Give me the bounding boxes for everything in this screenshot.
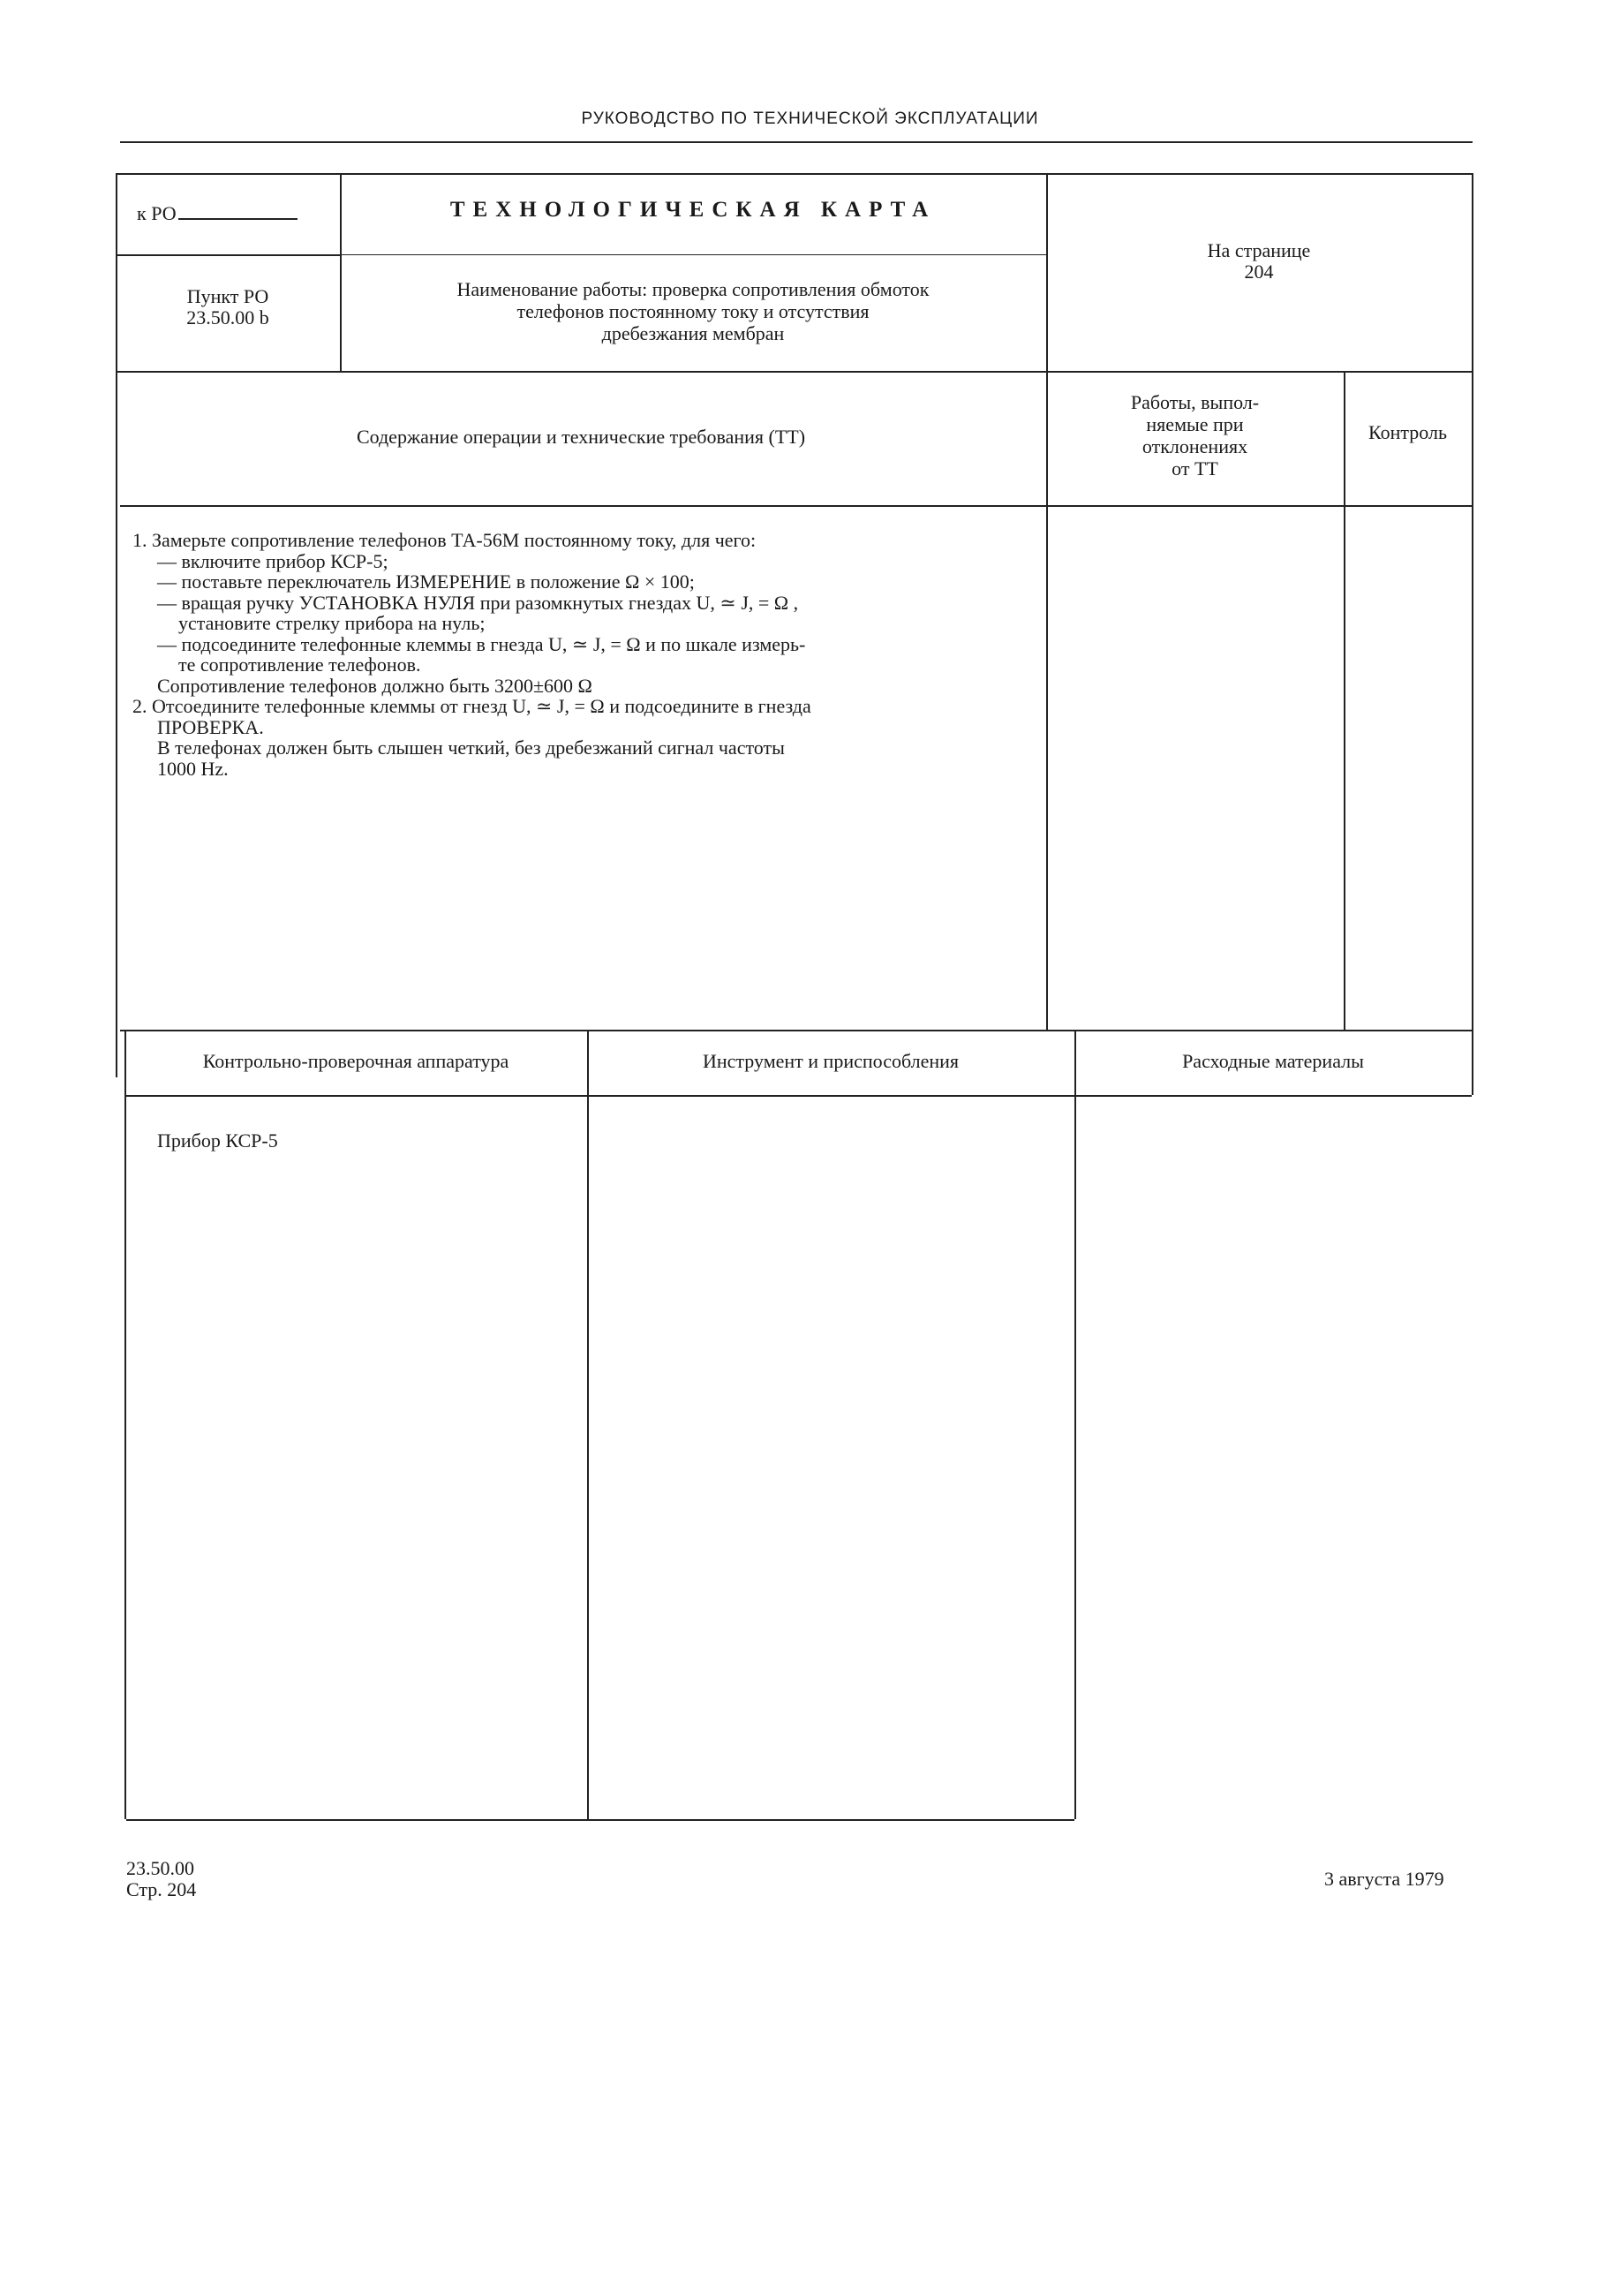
table-divider [1046,173,1048,1030]
tools-header: Инструмент и приспособления [702,1050,960,1072]
ref-blank-line [178,218,298,220]
table-divider [116,254,340,256]
test-equipment-header: Контрольно-проверочная аппаратура [202,1050,509,1072]
table-divider [120,505,1472,507]
table-border-top [116,173,1472,175]
table-divider [120,1030,1472,1031]
table-border-right [1472,173,1473,1095]
step-item: 2. Отсоедините телефонные клеммы от гнезд U, ≃ J, = Ω и подсоедините в гнезда [132,695,811,717]
step-item: 1000 Hz. [157,757,229,780]
table-divider [1344,371,1345,1030]
operation-steps [132,530,1029,779]
step-item: В телефонах должен быть слышен четкий, без дребезжаний сигнал частоты [157,736,785,759]
table-border-left [124,1030,126,1819]
step-item: 1. Замерьте сопротивление телефонов ТА-56М постоянному току, для чего: [132,529,757,551]
footer-date: 3 августа 1979 [1324,1868,1444,1890]
work-name-line: Наименование работы: проверка сопротивления обмоток [456,278,930,300]
manual-title: РУКОВОДСТВО ПО ТЕХНИЧЕСКОЙ ЭКСПЛУАТАЦИИ [581,110,1039,128]
table-divider [124,1095,1472,1097]
point-label: Пункт РО [186,285,269,307]
step-item: те сопротивление телефонов. [178,653,421,676]
deviation-header-line: отклонениях [1142,435,1248,457]
ref-cell [137,203,298,224]
work-name-line: дребезжания мембран [601,322,785,344]
page-value: 204 [1244,261,1274,283]
page-label: На странице [1207,239,1311,261]
work-name-line: телефонов постоянному току и отсутствия [516,300,870,322]
step-item: — подсоедините телефонные клеммы в гнезда U, ≃ J, = Ω и по шкале измерь- [157,632,806,655]
table-divider [1074,1030,1076,1819]
deviation-header-line: Работы, выпол- [1130,391,1260,413]
deviation-header-line: няемые при [1146,413,1244,435]
step-item: — поставьте переключатель ИЗМЕРЕНИЕ в положение Ω × 100; [157,570,695,593]
deviation-header-line: от ТТ [1172,457,1218,480]
step-item: ПРОВЕРКА. [157,715,264,738]
point-value: 23.50.00 b [186,306,269,329]
table-divider [116,371,1472,373]
table-divider [587,1030,589,1819]
step-item: Сопротивление телефонов должно быть 3200±600 Ω [157,674,592,697]
content-column-header: Содержание операции и технические требования (ТТ) [356,426,806,448]
ref-label: к РО [137,202,177,224]
test-equipment-item: Прибор КСР-5 [157,1129,278,1152]
step-item: — включите прибор КСР-5; [157,549,388,572]
table-border-bottom [126,1819,1074,1821]
control-column-header: Контроль [1368,421,1447,443]
card-title: ТЕХНОЛОГИЧЕСКАЯ КАРТА [449,198,937,222]
step-item: установите стрелку прибора на нуль; [178,612,486,634]
table-divider [340,254,1046,255]
footer-doc-number: 23.50.00 [126,1857,194,1879]
footer-page: Стр. 204 [126,1878,197,1900]
materials-header: Расходные материалы [1182,1050,1364,1072]
header-rule [120,141,1473,143]
step-item: — вращая ручку УСТАНОВКА НУЛЯ при разомкнутых гнездах U, ≃ J, = Ω , [157,591,799,614]
